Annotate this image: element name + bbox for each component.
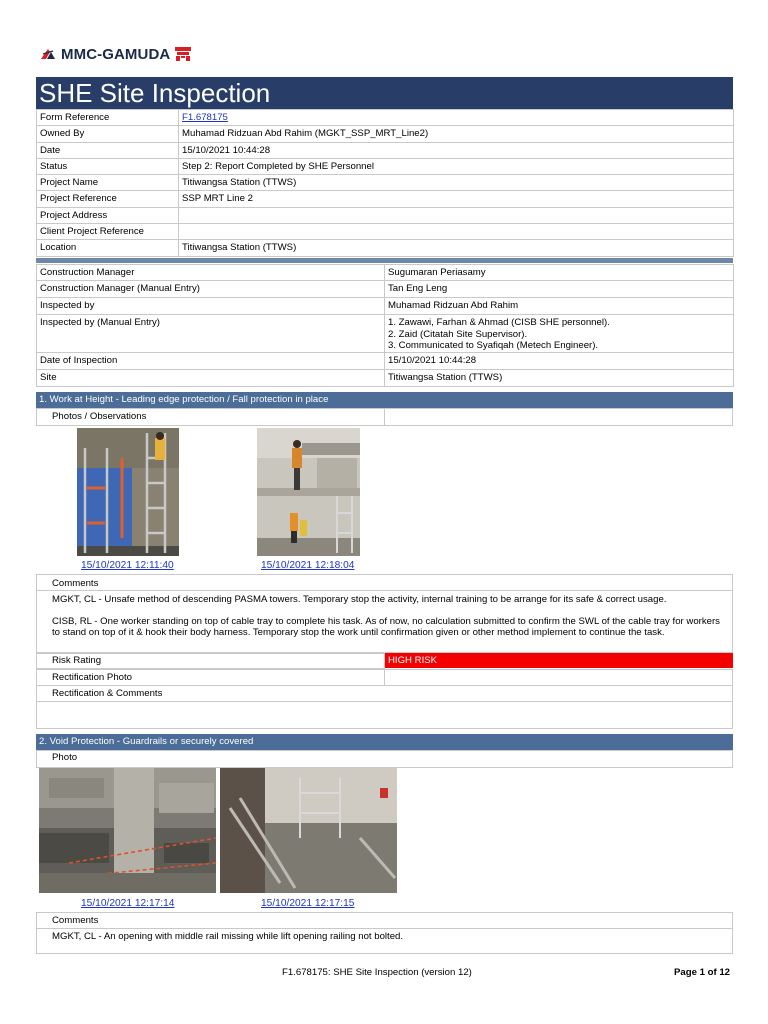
comment-mgkt-2: MGKT, CL - An opening with middle rail missing while lift opening railing not bolted. [52, 931, 404, 942]
detail-row [37, 315, 734, 353]
comment-mgkt-1: MGKT, CL - Unsafe method of descending PASMA towers. Temporary stop the activity, internal training to be arrange for its safe & correct usage. [52, 594, 667, 605]
form-field-label: Location [37, 240, 179, 256]
inspection-photo-3[interactable] [39, 768, 216, 893]
photos-observations-label: Photos / Observations [52, 411, 147, 422]
photo-1-timestamp-link[interactable]: 15/10/2021 12:11:40 [81, 560, 174, 571]
detail-row [37, 353, 734, 370]
detail-value-line: 3. Communicated to Syafiqah (Metech Engineer). [388, 340, 599, 351]
form-row [37, 142, 734, 158]
detail-label: Construction Manager [37, 265, 385, 281]
comments-label-row-1 [36, 574, 733, 591]
form-field-label: Form Reference [37, 110, 179, 126]
page-title: SHE Site Inspection [39, 78, 271, 108]
form-row [37, 126, 734, 142]
detail-row [37, 370, 734, 387]
photo-2-timestamp-link[interactable]: 15/10/2021 12:18:04 [261, 560, 355, 571]
form-field-label: Project Address [37, 207, 179, 223]
form-reference-link[interactable]: F1.678175 [182, 112, 228, 123]
section-1-title: 1. Work at Height - Leading edge protection / Fall protection in place [39, 394, 329, 405]
form-info-table [36, 109, 734, 257]
form-field-label: Project Name [37, 175, 179, 191]
rectification-photo-value-cell [384, 669, 733, 686]
detail-label: Inspected by (Manual Entry) [37, 315, 385, 353]
risk-rating-label: Risk Rating [52, 655, 102, 666]
form-field-value [179, 110, 734, 126]
form-row [37, 110, 734, 126]
comments-label-1: Comments [52, 578, 99, 589]
form-field-value: Muhamad Ridzuan Abd Rahim (MGKT_SSP_MRT_Line2) [179, 126, 734, 142]
form-field-label: Owned By [37, 126, 179, 142]
detail-value [385, 298, 734, 315]
form-row [37, 175, 734, 191]
form-field-label: Status [37, 158, 179, 174]
detail-label: Date of Inspection [37, 353, 385, 370]
detail-value [385, 353, 734, 370]
form-row [37, 191, 734, 207]
detail-value [385, 370, 734, 387]
inspection-photo-2[interactable] [257, 428, 360, 556]
detail-label: Site [37, 370, 385, 387]
form-field-value [179, 207, 734, 223]
footer-document-ref: F1.678175: SHE Site Inspection (version 12) [282, 967, 472, 978]
rectification-photo-label: Rectification Photo [52, 672, 132, 683]
comments-label-2: Comments [52, 915, 99, 926]
photo-4-timestamp-link[interactable]: 15/10/2021 12:17:15 [261, 898, 355, 909]
form-row [37, 240, 734, 256]
form-field-label: Date [37, 142, 179, 158]
form-field-value [179, 224, 734, 240]
detail-value [385, 265, 734, 281]
section-divider [36, 258, 733, 263]
detail-value-line: 15/10/2021 10:44:28 [388, 355, 477, 366]
mmc-logo-icon [40, 47, 56, 61]
inspection-photo-1[interactable] [77, 428, 179, 556]
form-field-value: 15/10/2021 10:44:28 [179, 142, 734, 158]
section-2-title: 2. Void Protection - Guardrails or securely covered [39, 736, 254, 747]
form-row [37, 224, 734, 240]
detail-row [37, 265, 734, 281]
detail-value-line: 1. Zawawi, Farhan & Ahmad (CISB SHE personnel). [388, 317, 610, 328]
detail-value-line: Titiwangsa Station (TTWS) [388, 372, 503, 383]
form-row [37, 207, 734, 223]
detail-label: Inspected by [37, 298, 385, 315]
inspection-details-table [36, 264, 734, 387]
comments-label-row-2 [36, 912, 733, 929]
section-1-header [36, 392, 733, 408]
form-field-label: Client Project Reference [37, 224, 179, 240]
inspection-photo-4[interactable] [220, 768, 397, 893]
brand-logo [40, 44, 192, 64]
page-title-bar [36, 77, 733, 109]
form-row [37, 158, 734, 174]
gamuda-logo-icon [174, 46, 192, 62]
detail-value [385, 281, 734, 298]
detail-value-line: 2. Zaid (Citatah Site Supervisor). [388, 328, 528, 340]
detail-value-line: Sugumaran Periasamy [388, 267, 486, 278]
photos-value-cell [384, 408, 733, 426]
photo-label-row [36, 750, 733, 768]
detail-row [37, 298, 734, 315]
risk-rating-badge: HIGH RISK [385, 653, 733, 668]
detail-value-line: Muhamad Ridzuan Abd Rahim [388, 300, 519, 311]
form-field-label: Project Reference [37, 191, 179, 207]
form-field-value: Titiwangsa Station (TTWS) [179, 240, 734, 256]
form-field-value: SSP MRT Line 2 [179, 191, 734, 207]
photo-3-timestamp-link[interactable]: 15/10/2021 12:17:14 [81, 898, 175, 909]
footer-page-number: Page 1 of 12 [674, 967, 730, 978]
section-2-header [36, 734, 733, 750]
detail-label: Construction Manager (Manual Entry) [37, 281, 385, 298]
detail-row [37, 281, 734, 298]
comment-cisb-1: CISB, RL - One worker standing on top of cable tray to complete his task. As of now, no calculation submitted to confirm the SWL of the cable tray for workers to stand on top of it & hook their body harness. Temporary stop the work until confirmation given or other method implement to continue the task. [52, 616, 720, 639]
detail-value [385, 315, 734, 353]
brand-name: MMC-GAMUDA [61, 45, 171, 63]
form-field-value: Titiwangsa Station (TTWS) [179, 175, 734, 191]
photo-label: Photo [52, 752, 78, 763]
detail-value-line: Tan Eng Leng [388, 283, 448, 294]
rectification-comments-label: Rectification & Comments [52, 688, 163, 699]
form-field-value: Step 2: Report Completed by SHE Personnel [179, 158, 734, 174]
